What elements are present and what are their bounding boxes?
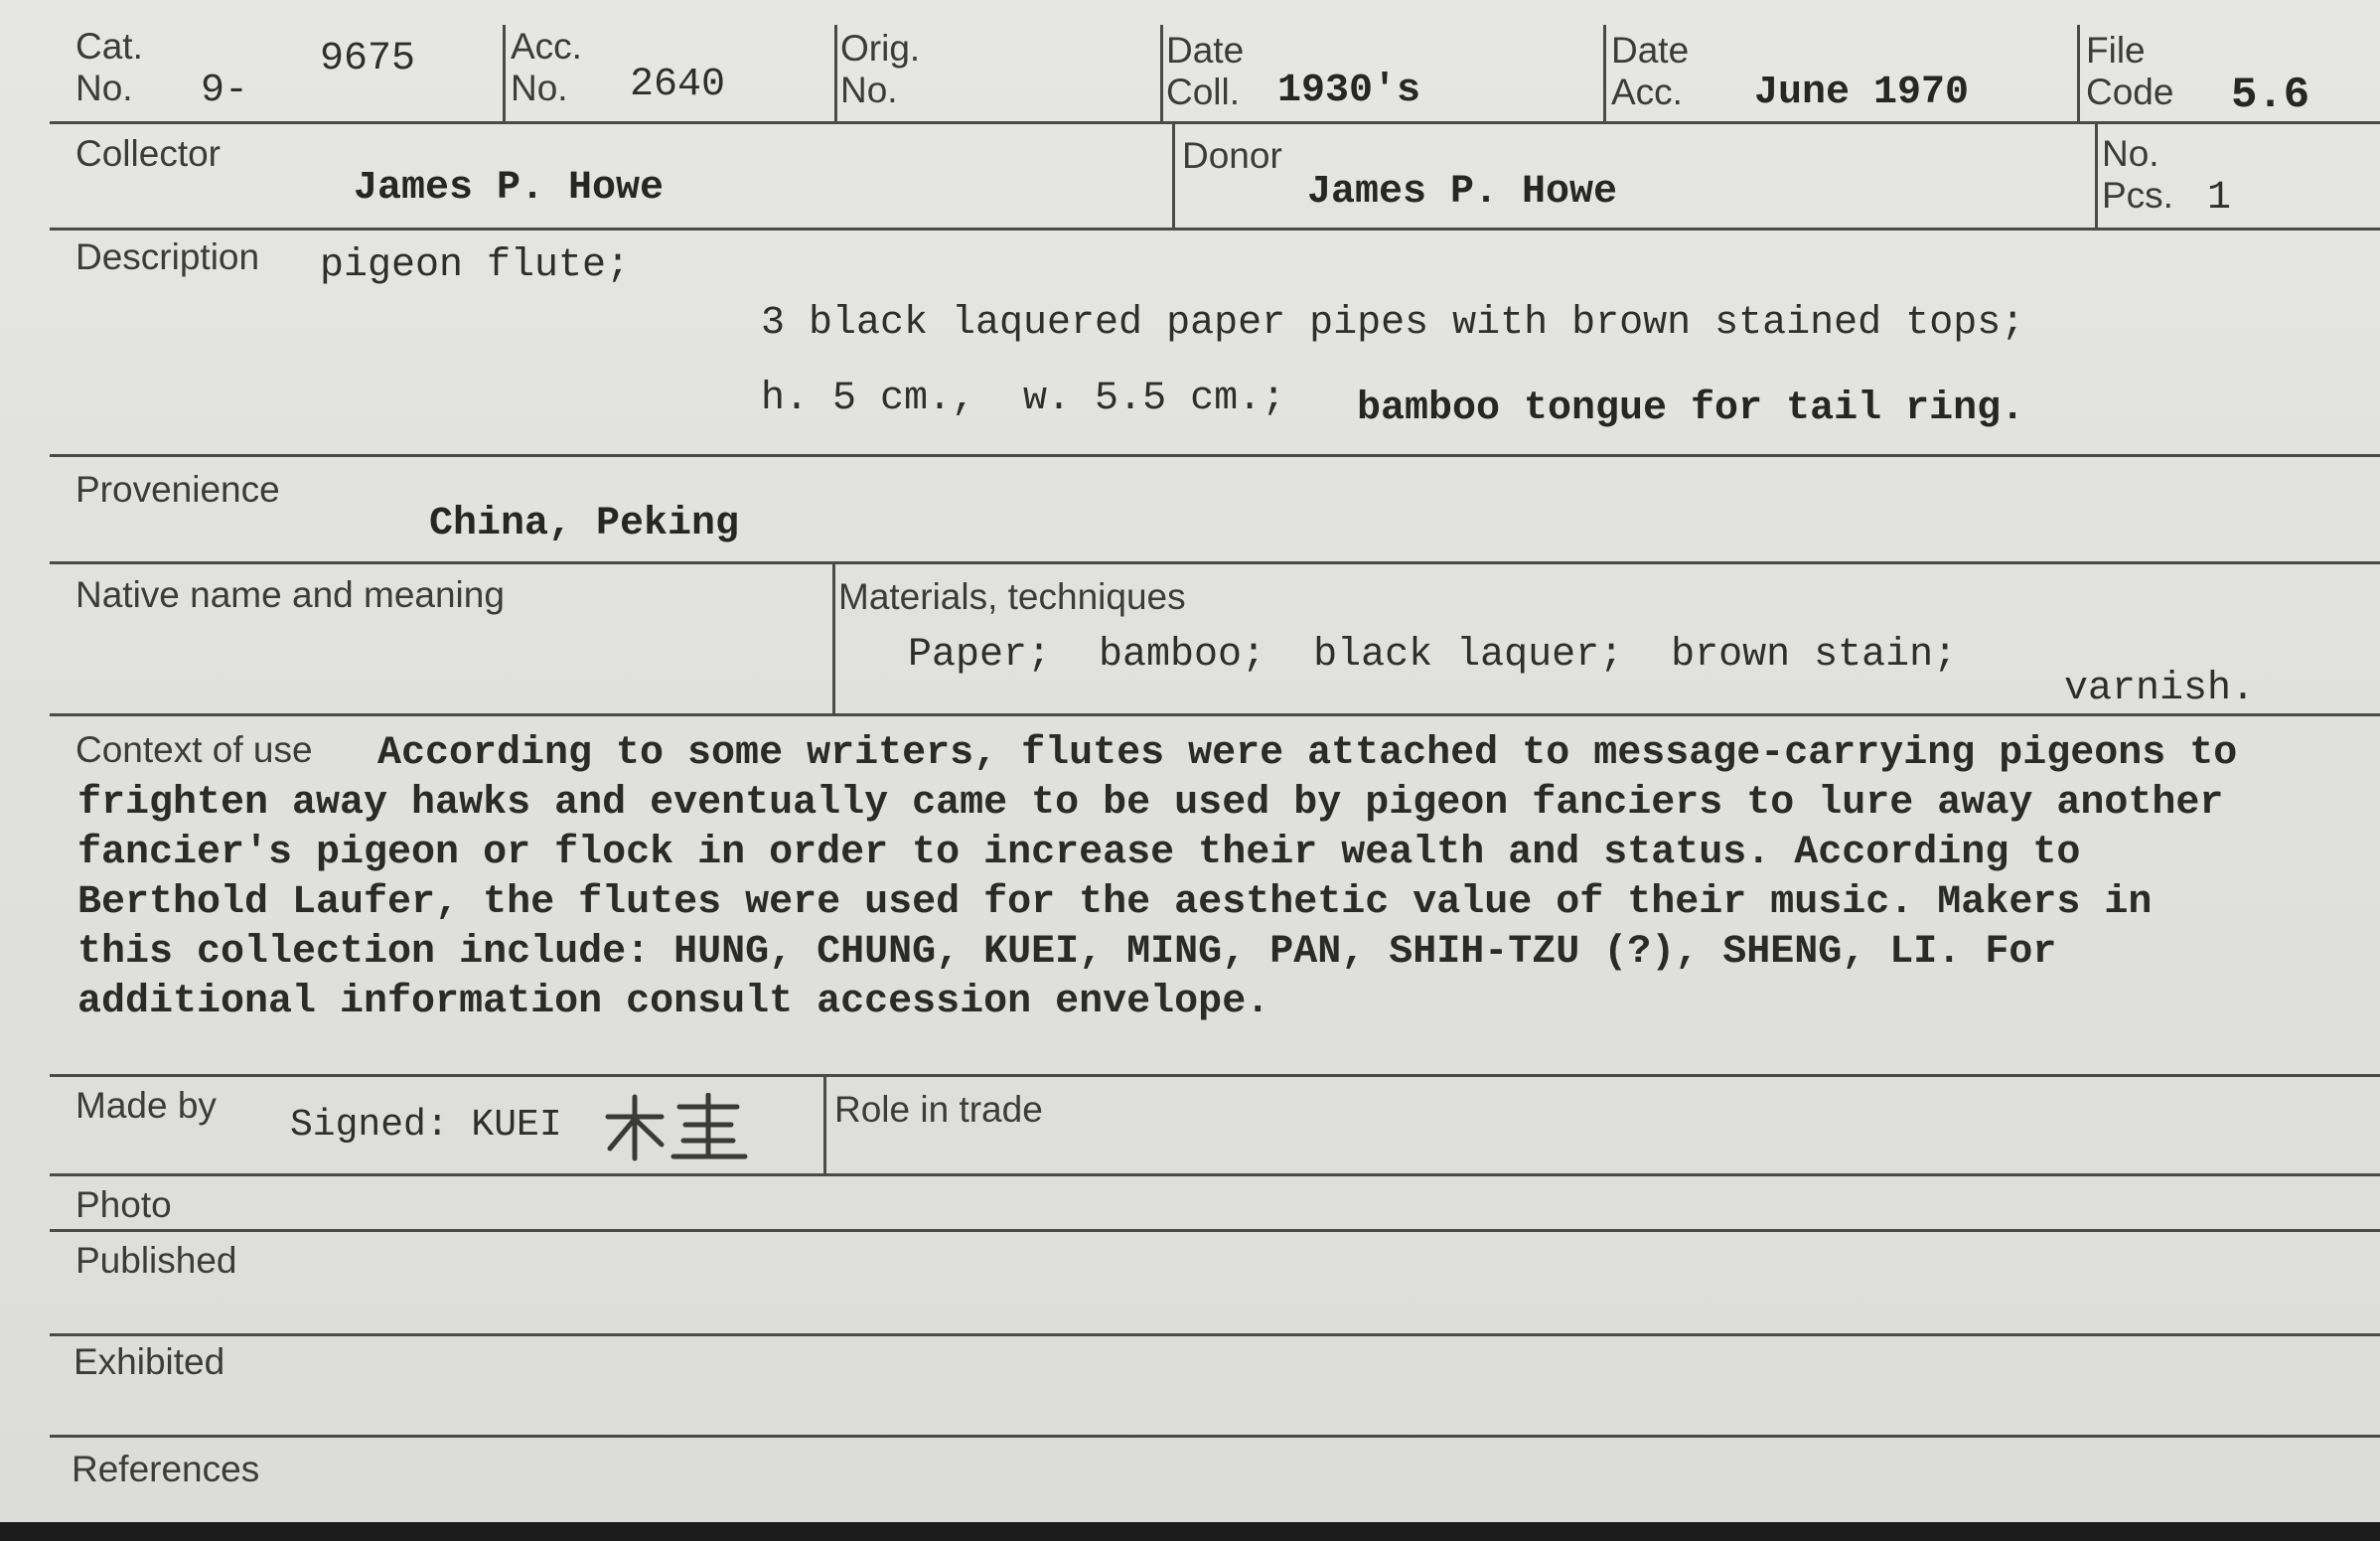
- rule-description-bottom: [50, 454, 2380, 457]
- file-code-label: [2086, 30, 2173, 113]
- context-text: According to some writers, flutes were attached to message-carrying pigeons to frighten away hawks and eventually came to be used by pigeon fanciers to lure away another fancier's pigeon or flock in order to increase their wealth and status. According to Berthold Laufer, the flutes were used for the aesthetic value of their music. Makers in this collection include: HUNG, CHUNG, KUEI, MING, PAN, SHIH-TZU (?), SHENG, LI. For additional information consult accession envelope.: [77, 731, 2238, 1024]
- references-label: References: [72, 1449, 260, 1489]
- date-acc-value: June 1970: [1754, 71, 1970, 115]
- description-line1: 3 black laquered paper pipes with brown stained tops;: [761, 301, 2025, 346]
- donor-value: James P. Howe: [1307, 170, 1618, 215]
- cat-label-line1: Cat.: [75, 26, 143, 67]
- file-code-value: 5.6: [2231, 71, 2310, 120]
- date-coll-label-line2: Coll.: [1166, 72, 1241, 112]
- rule-exhibited-bottom: [50, 1435, 2380, 1438]
- rule-v-donor-pcs: [2095, 122, 2098, 229]
- orig-no-label: [840, 28, 920, 111]
- description-note: bamboo tongue for tail ring.: [1357, 386, 2025, 431]
- materials-extra: varnish.: [2064, 667, 2256, 711]
- rule-v-cat-acc: [503, 25, 506, 122]
- collector-label: Collector: [75, 133, 221, 174]
- rule-v-native-materials: [832, 562, 835, 714]
- date-acc-label: [1611, 30, 1689, 113]
- file-code-label-line1: File: [2086, 30, 2146, 71]
- rule-v-collector-donor: [1172, 122, 1175, 229]
- provenience-value: China, Peking: [429, 502, 740, 546]
- rule-header-bottom: [50, 121, 2380, 124]
- file-code-label-line2: Code: [2086, 72, 2174, 112]
- cat-number: 9675: [320, 37, 416, 81]
- published-label: Published: [75, 1240, 237, 1281]
- native-name-label: Native name and meaning: [75, 574, 505, 615]
- pieces-label-line2: Pcs.: [2102, 175, 2173, 216]
- rule-context-bottom: [50, 1074, 2380, 1077]
- rule-v-acc-file: [2077, 25, 2080, 122]
- cat-no-label: [75, 26, 143, 109]
- rule-published-bottom: [50, 1333, 2380, 1336]
- acc-number: 2640: [630, 63, 726, 107]
- pieces-label-line1: No.: [2102, 133, 2159, 174]
- date-acc-label-line2: Acc.: [1611, 72, 1683, 112]
- photo-label: Photo: [75, 1184, 172, 1225]
- cat-label-line2: No.: [75, 68, 133, 108]
- card-bottom-edge: [0, 1522, 2380, 1541]
- materials-label: Materials, techniques: [838, 576, 1186, 617]
- acc-label-line1: Acc.: [511, 26, 582, 67]
- rule-v-madeby-role: [823, 1076, 826, 1174]
- kuei-seal: [602, 1093, 751, 1162]
- rule-madeby-bottom: [50, 1173, 2380, 1176]
- date-coll-label: [1166, 30, 1244, 113]
- role-in-trade-label: Role in trade: [834, 1089, 1043, 1130]
- exhibited-label: Exhibited: [74, 1341, 225, 1382]
- made-by-label: Made by: [75, 1085, 217, 1126]
- date-coll-value: 1930's: [1277, 69, 1421, 113]
- materials-value: Paper; bamboo; black laquer; brown stain;: [908, 633, 1958, 678]
- description-name: pigeon flute;: [320, 243, 631, 288]
- date-acc-label-line1: Date: [1611, 30, 1690, 71]
- provenience-label: Provenience: [75, 469, 280, 510]
- acc-label-line2: No.: [511, 68, 568, 108]
- rule-provenience-bottom: [50, 561, 2380, 564]
- rule-native-bottom: [50, 713, 2380, 716]
- rule-v-orig-coll: [1160, 25, 1163, 122]
- cat-prefix: 9-: [201, 69, 249, 113]
- rule-photo-bottom: [50, 1229, 2380, 1232]
- orig-label-line2: No.: [840, 70, 898, 110]
- donor-label: Donor: [1182, 135, 1282, 176]
- pieces-value: 1: [2207, 176, 2232, 221]
- rule-v-coll-acc: [1603, 25, 1606, 122]
- description-dims: h. 5 cm., w. 5.5 cm.;: [761, 377, 1286, 421]
- made-by-value: Signed: KUEI: [290, 1104, 562, 1147]
- description-label: Description: [75, 236, 260, 277]
- date-coll-label-line1: Date: [1166, 30, 1245, 71]
- orig-label-line1: Orig.: [840, 28, 921, 69]
- rule-collector-bottom: [50, 228, 2380, 231]
- acc-no-label: [511, 26, 582, 109]
- pieces-label: [2102, 133, 2173, 217]
- collector-value: James P. Howe: [354, 166, 665, 211]
- context-label: Context of use: [75, 729, 313, 770]
- rule-v-acc-orig: [834, 25, 837, 122]
